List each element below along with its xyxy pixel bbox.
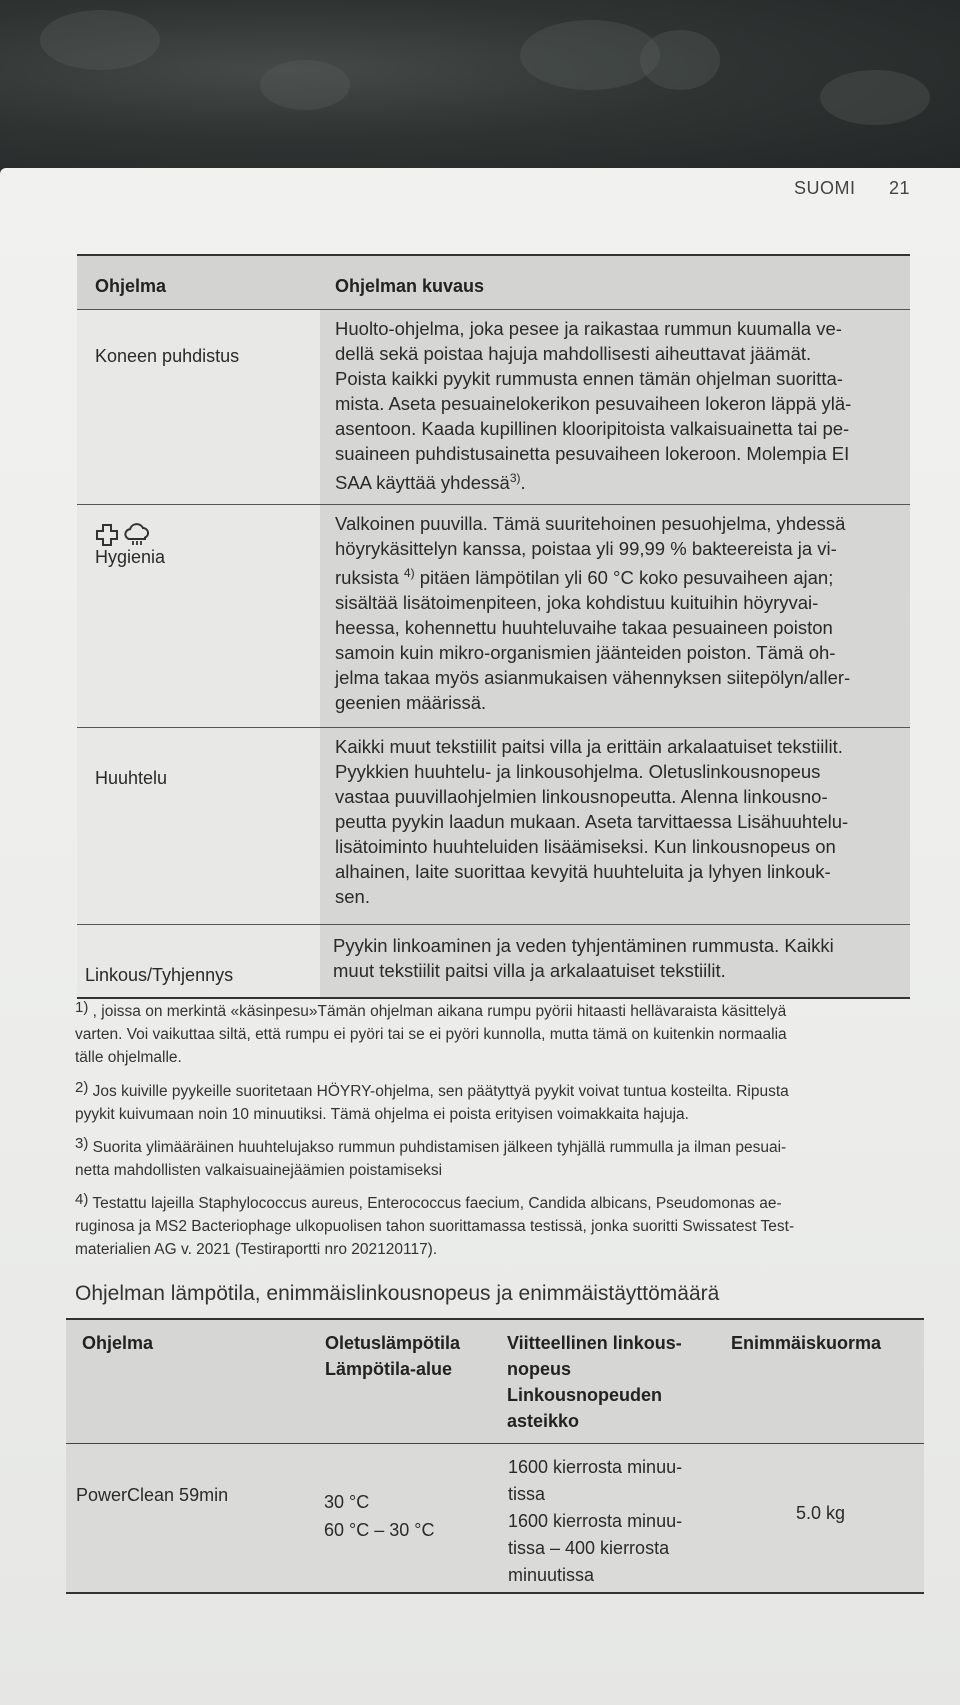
- program-icons: [95, 523, 151, 547]
- program-description: Valkoinen puuvilla. Tämä suuritehoinen pesuohjelma, yhdessä höyrykäsittelyn kanssa, poistaa yli 99,99 % bakteereista ja vi- ruksista $^{4)}$ pitäen lämpötilan yli 60 °C koko pesuvaiheen ajan; sisältää lisätoimenpiteen, joka kohdistuu kuituihin höyryvai- heessa, kohennettu huuhteluvaihe takaa pesuaineen poiston samoin kuin mikro-organismien jäänteiden poiston. Tämä oh- jelma takaa myös asianmukaisen vähennyksen siitepölyn/aller- geenien määrissä.: [335, 513, 851, 713]
- header-program: Ohjelma: [95, 276, 167, 296]
- program-name: Linkous/Tyhjennys: [85, 965, 234, 985]
- table-header: [77, 256, 910, 310]
- footnote: $^{4)}$ Testattu lajeilla Staphylococcus aureus, Enterococcus faecium, Candida albicans, Pseudomonas ae- ruginosa ja MS2 Bacteriophage ulkopuolisen tahon suorittamassa testissä, jonka suoritti Swissatest Test- materialien AG v. 2021 (Testiraportti nro 202120117).: [75, 1191, 795, 1258]
- program-description: Pyykin linkoaminen ja veden tyhjentäminen rummusta. Kaikki muut tekstiilit paitsi villa ja arkalaatuiset tekstiilit.: [333, 935, 834, 981]
- temperature-values: 30 °C 60 °C – 30 °C: [324, 1492, 435, 1540]
- header-max-load: Enimmäiskuorma: [731, 1333, 882, 1353]
- header-temperature: Oletuslämpötila Lämpötila-alue: [325, 1333, 461, 1379]
- background-surface: [0, 0, 960, 175]
- shirt-cross-icon: [95, 523, 119, 547]
- temperature-spin-table: [66, 1318, 924, 1594]
- page-number: 21: [888, 178, 910, 198]
- page-header: [794, 178, 910, 199]
- header-program: Ohjelma: [82, 1333, 154, 1353]
- program-name: Hygienia: [95, 547, 166, 567]
- table-row: [77, 728, 910, 925]
- header-spin-speed: Viitteellinen linkous- nopeus Linkousnopeuden asteikko: [507, 1333, 682, 1431]
- program-description-table: [77, 254, 910, 999]
- max-load-value: 5.0 kg: [796, 1503, 846, 1523]
- table-header: [66, 1320, 924, 1444]
- table-row: [77, 925, 910, 997]
- program-name: PowerClean 59min: [76, 1485, 229, 1505]
- footnote: $^{3)}$ Suorita ylimääräinen huuhtelujakso rummun puhdistamisen jälkeen tyhjällä rummulla ja ilman pesuai- netta mahdollisten valkaisuainejäämien poistamiseksi: [75, 1135, 787, 1179]
- header-description: Ohjelman kuvaus: [335, 276, 485, 296]
- steam-cloud-icon: [123, 523, 151, 547]
- program-description: Kaikki muut tekstiilit paitsi villa ja erittäin arkalaatuiset tekstiilit. Pyykkien huuhtelu- ja linkousohjelma. Oletuslinkousnopeus vastaa puuvillaohjelmien linkousnopeutta. Alenna linkousno- peutta pyykin laadun mukaan. Aseta tarvittaessa Lisähuuhtelu- lisätoiminto huuhteluiden lisäämiseksi. Kun linkousnopeus on alhainen, laite suorittaa kevyitä huuhteluita ja lyhyen linkouk- sen.: [335, 736, 849, 907]
- program-name: Huuhtelu: [95, 768, 168, 788]
- footnote: $^{1)}$ , joissa on merkintä «käsinpesu»Tämän ohjelman aikana rumpu pyörii hitaasti hellävaraista käsittelyä varten. Voi vaikuttaa siltä, että rumpu ei pyöri tai se ei pyöri kunnolla, mutta tämä on kuitenkin normaalia tälle ohjelmalle.: [75, 999, 787, 1066]
- table-row: [66, 1444, 924, 1594]
- spin-speed-values: 1600 kierrosta minuu- tissa 1600 kierrosta minuu- tissa – 400 kierrosta minuutissa: [508, 1457, 683, 1585]
- table-row: [77, 310, 910, 505]
- footnote: $^{2)}$ Jos kuiville pyykeille suoritetaan HÖYRY-ohjelma, sen päätyttyä pyykit voivat tuntua kosteilta. Ripusta pyykit kuivumaan noin 10 minuutiksi. Tämä ohjelma ei poista erityisen voimakkaita hajuja.: [75, 1079, 789, 1123]
- program-name: Koneen puhdistus: [95, 346, 240, 366]
- table-row: [77, 505, 910, 728]
- language-label: SUOMI: [793, 178, 856, 198]
- section-title: Ohjelman lämpötila, enimmäislinkousnopeus ja enimmäistäyttömäärä: [75, 1282, 720, 1305]
- program-description: Huolto-ohjelma, joka pesee ja raikastaa rummun kuumalla ve- dellä sekä poistaa hajuja mahdollisesti aiheuttavat jäämät. Poista kaikki pyykit rummusta ennen tämän ohjelman suoritta- mista. Aseta pesuainelokerikon pesuvaiheen lokeron läppä ylä- asentoon. Kaada kupillinen klooripitoista valkaisuainetta tai pe- suaineen puhdistusainetta pesuvaiheen lokeroon. Molempia EI SAA käyttää yhdessä$^{3)}$.: [335, 318, 852, 493]
